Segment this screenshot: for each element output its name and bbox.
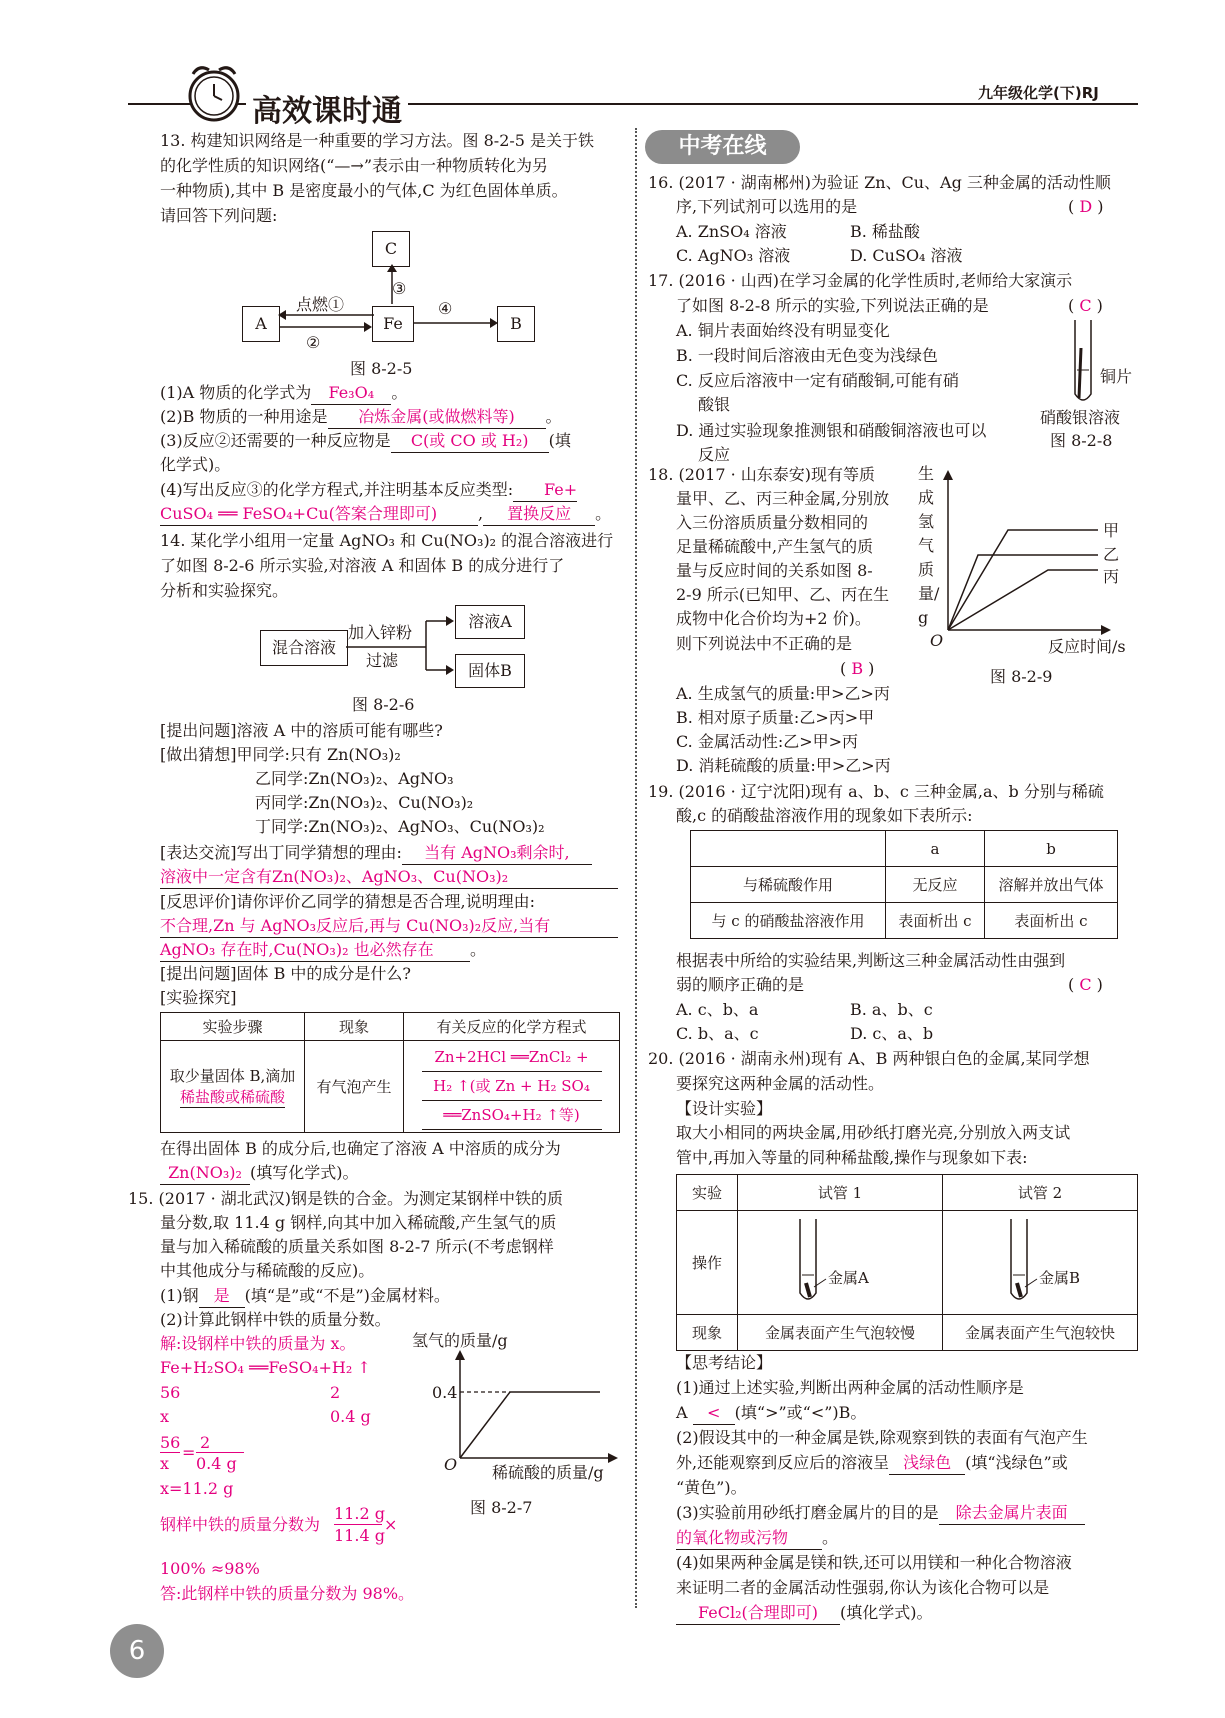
sol-2: 2 bbox=[330, 1383, 341, 1402]
column-divider bbox=[635, 128, 637, 1608]
q17-answer: ( C ) bbox=[1068, 296, 1103, 315]
box-solution-A: 溶液A bbox=[455, 605, 525, 639]
q17-option-C2: 酸银 bbox=[698, 395, 731, 414]
page-number: 6 bbox=[110, 1624, 164, 1678]
caption-8-2-8: 图 8-2-8 bbox=[1050, 431, 1113, 450]
sol-frac-56: 56 bbox=[160, 1433, 181, 1452]
q13-line2: 的化学性质的知识网络(“—→”表示由一种物质转化为另 bbox=[160, 156, 549, 175]
label-r4: ④ bbox=[438, 299, 453, 318]
q20-conclusion: 【思考结论】 bbox=[676, 1353, 773, 1372]
chart7-ytick: 0.4 bbox=[432, 1383, 458, 1402]
q18-line6: 2-9 所示(已知甲、乙、丙在生 bbox=[676, 585, 890, 604]
node-Fe: Fe bbox=[372, 306, 414, 342]
q20-th-tube1: 试管 1 bbox=[738, 1175, 943, 1211]
q18-line7: 成物中化合价均为+2 价)。 bbox=[676, 609, 871, 628]
chart9-plot bbox=[938, 470, 1118, 640]
q18-line3: 入三份溶质质量分数相同的 bbox=[676, 513, 869, 532]
q13-part2: (2)B 物质的一种用途是 冶炼金属(或做燃料等) 。 bbox=[160, 406, 562, 429]
q16-option-C: C. AgNO₃ 溶液 bbox=[676, 246, 791, 265]
q20-c4-line2: 来证明二者的金属活动性强弱,你认为该化合物可以是 bbox=[676, 1578, 1050, 1597]
q13-line3: 一种物质),其中 B 是密度最小的气体,C 为红色固体单质。 bbox=[160, 181, 568, 200]
cell-equation: Zn+2HCl ══ZnCl₂ + H₂ ↑(或 Zn + H₂ SO₄ ══ZnSO₄+H₂ ↑等) bbox=[404, 1041, 620, 1133]
chart9-xlabel: 反应时间/s bbox=[1048, 637, 1126, 656]
q19-answer: ( C ) bbox=[1068, 975, 1103, 994]
chart7-xlabel: 稀硫酸的质量/g bbox=[492, 1463, 604, 1482]
q19-line1: 19. (2016 · 辽宁沈阳)现有 a、b、c 三种金属,a、b 分别与稀硫 bbox=[648, 782, 1104, 801]
q20-c4-line3: FeCl₂(合理即可) (填化学式)。 bbox=[676, 1602, 933, 1625]
q19-cell-1-1: 无反应 bbox=[886, 867, 985, 903]
th-equation: 有关反应的化学方程式 bbox=[404, 1013, 620, 1041]
q18-answer: ( B ) bbox=[840, 659, 875, 678]
sol-den: 11.4 g bbox=[334, 1526, 385, 1545]
q20-th-exp: 实验 bbox=[677, 1175, 738, 1211]
fig8-label-solution: 硝酸银溶液 bbox=[1040, 408, 1121, 427]
q20-design: 【设计实验】 bbox=[676, 1099, 773, 1118]
q17-line1: 17. (2016 · 山西)在学习金属的化学性质时,老师给大家演示 bbox=[648, 271, 1073, 290]
q14-guess-ding: 丁同学:Zn(NO₃)₂、AgNO₃、Cu(NO₃)₂ bbox=[255, 817, 545, 836]
q14-reflect-ans1: 不合理,Zn 与 AgNO₃反应后,再与 Cu(NO₃)₂反应,当有 bbox=[160, 915, 618, 938]
diagram-branch bbox=[346, 600, 458, 690]
q17-option-C1: C. 反应后溶液中一定有硝酸铜,可能有硝 bbox=[676, 371, 959, 390]
q13-line1: 13. 构建知识网络是一种重要的学习方法。图 8-2-5 是关于铁 bbox=[160, 131, 595, 150]
sol-56: 56 bbox=[160, 1383, 181, 1402]
q19-line2: 酸,c 的硝酸盐溶液作用的现象如下表所示: bbox=[676, 806, 973, 825]
q19-cell-2-1: 表面析出 c bbox=[886, 903, 985, 939]
diagram-arrows bbox=[240, 228, 540, 348]
sol-times: × bbox=[384, 1515, 398, 1534]
chart9-ylabel: 生成氢气质量/g bbox=[918, 464, 940, 627]
q19-cell-0-1: a bbox=[886, 831, 985, 867]
sol-frac-x: x bbox=[160, 1452, 180, 1475]
q14-reflect-ans2: AgNO₃ 存在时,Cu(NO₃)₂ 也必然存在 。 bbox=[160, 939, 486, 962]
q20-line1: 20. (2016 · 湖南永州)现有 A、B 两种银白色的金属,某同学想 bbox=[648, 1049, 1090, 1068]
q19-option-C: C. b、a、c bbox=[676, 1024, 759, 1043]
q20-c2-line3: “黄色”)。 bbox=[676, 1478, 747, 1497]
q18-line5: 量与反应时间的关系如图 8- bbox=[676, 561, 873, 580]
q13-part4: (4)写出反应③的化学方程式,并注明基本反应类型: Fe+ bbox=[160, 479, 577, 502]
q20-phen-label: 现象 bbox=[677, 1315, 738, 1351]
section-tag: 中考在线 bbox=[645, 130, 800, 164]
label-r1: 点燃① bbox=[296, 295, 345, 314]
chart7-plot bbox=[440, 1350, 620, 1470]
q20-phen-tube2: 金属表面产生气泡较快 bbox=[943, 1315, 1138, 1351]
q19-option-B: B. a、b、c bbox=[850, 1000, 933, 1019]
box-solid-B: 固体B bbox=[455, 654, 525, 688]
q15-part1: (1)钢 是 (填“是”或“不是”)金属材料。 bbox=[160, 1285, 450, 1308]
clock-logo-icon bbox=[185, 60, 243, 124]
q14-final-answer: Zn(NO₃)₂ (填写化学式)。 bbox=[160, 1162, 359, 1185]
label-r3: ③ bbox=[392, 279, 407, 298]
q18-option-B: B. 相对原子质量:乙>丙>甲 bbox=[676, 708, 875, 727]
q16-line1: 16. (2017 · 湖南郴州)为验证 Zn、Cu、Ag 三种金属的活动性顺 bbox=[648, 173, 1111, 192]
sol-answer: 答:此钢样中铁的质量分数为 98%。 bbox=[160, 1584, 415, 1603]
q20-design-l2: 管中,再加入等量的同种稀盐酸,操作与现象如下表: bbox=[676, 1148, 1028, 1167]
q20-c4-line1: (4)如果两种金属是镁和铁,还可以用镁和一种化合物溶液 bbox=[676, 1553, 1072, 1572]
caption-8-2-7: 图 8-2-7 bbox=[470, 1498, 533, 1517]
header-subject: 九年级化学(下)RJ bbox=[978, 84, 1099, 102]
q14-final: 在得出固体 B 的成分后,也确定了溶液 A 中溶质的成分为 bbox=[160, 1139, 561, 1158]
test-tube-A-icon bbox=[788, 1217, 828, 1309]
q14-exchange-line2: 溶液中一定含有Zn(NO₃)₂、AgNO₃、Cu(NO₃)₂ bbox=[160, 866, 618, 889]
sol-num: 11.2 g bbox=[334, 1504, 385, 1523]
q17-option-D2: 反应 bbox=[698, 445, 731, 464]
sol-let: 解:设钢样中铁的质量为 x。 bbox=[160, 1334, 356, 1353]
label-filter: 过滤 bbox=[366, 651, 399, 670]
q19-cell-2-2: 表面析出 c bbox=[985, 903, 1118, 939]
sol-frac-2: 2 bbox=[200, 1433, 211, 1452]
q20-design-l1: 取大小相同的两块金属,用砂纸打磨光亮,分别放入两支试 bbox=[676, 1123, 1071, 1142]
cell-phenomenon: 有气泡产生 bbox=[305, 1041, 404, 1133]
q15-line4: 中其他成分与稀硫酸的反应)。 bbox=[160, 1261, 375, 1280]
q19-option-D: D. c、a、b bbox=[850, 1024, 934, 1043]
q14-explore: [实验探究] bbox=[160, 988, 237, 1007]
q20-c1-line2: A < (填“>”或“<”)B。 bbox=[676, 1402, 866, 1425]
q20-line2: 要探究这两种金属的活动性。 bbox=[676, 1074, 885, 1093]
header-title: 高效课时通 bbox=[246, 86, 408, 130]
q13-part4-line2: CuSO₄ ══ FeSO₄+Cu(答案合理即可) , 置换反应 。 bbox=[160, 503, 611, 526]
fig8-label-copper: 铜片 bbox=[1100, 367, 1133, 386]
q14-guess-yi: 乙同学:Zn(NO₃)₂、AgNO₃ bbox=[255, 769, 454, 788]
q20-op-label: 操作 bbox=[677, 1211, 738, 1315]
chart7-origin: O bbox=[444, 1455, 458, 1474]
q19-table bbox=[690, 830, 1118, 939]
label-r2: ② bbox=[306, 333, 321, 352]
q19-line3: 根据表中所给的实验结果,判断这三种金属活动性由强到 bbox=[676, 951, 1066, 970]
sol-equation: Fe+H₂SO₄ ══FeSO₄+H₂ ↑ bbox=[160, 1358, 371, 1377]
q16-option-D: D. CuSO₄ 溶液 bbox=[850, 246, 963, 265]
chart9-origin: O bbox=[930, 631, 944, 650]
box-mix: 混合溶液 bbox=[260, 630, 348, 666]
sol-result: x=11.2 g bbox=[160, 1479, 234, 1498]
test-tube-icon bbox=[1065, 318, 1105, 408]
node-C: C bbox=[372, 231, 410, 267]
q14-guess-bing: 丙同学:Zn(NO₃)₂、Cu(NO₃)₂ bbox=[255, 793, 474, 812]
q19-cell-0-2: b bbox=[985, 831, 1118, 867]
q15-line1: 15. (2017 · 湖北武汉)钢是铁的合金。为测定某钢样中铁的质 bbox=[128, 1189, 563, 1208]
tube-A-label: 金属A bbox=[828, 1269, 869, 1287]
q15-line3: 量与加入稀硫酸的质量关系如图 8-2-7 所示(不考虑钢样 bbox=[160, 1237, 554, 1256]
q14-line1: 14. 某化学小组用一定量 AgNO₃ 和 Cu(NO₃)₂ 的混合溶液进行 bbox=[160, 531, 614, 550]
chart9-series-bing: 丙 bbox=[1103, 567, 1120, 586]
q15-part2: (2)计算此钢样中铁的质量分数。 bbox=[160, 1310, 391, 1329]
q19-option-A: A. c、b、a bbox=[676, 1000, 759, 1019]
q16-option-B: B. 稀盐酸 bbox=[850, 222, 920, 241]
q20-c3-line1: (3)实验前用砂纸打磨金属片的目的是 除去金属片表面 bbox=[676, 1502, 1085, 1525]
th-step: 实验步骤 bbox=[161, 1013, 305, 1041]
q19-cell-0-0 bbox=[691, 831, 886, 867]
q18-line1: 18. (2017 · 山东泰安)现有等质 bbox=[648, 465, 875, 484]
q18-line8: 则下列说法中不正确的是 bbox=[676, 634, 853, 653]
sol-fraction-label: 钢样中铁的质量分数为 bbox=[160, 1515, 321, 1534]
cell-step: 取少量固体 B,滴加 稀盐酸或稀硫酸 bbox=[161, 1041, 305, 1133]
q20-c2-line2: 外,还能观察到反应后的溶液呈 浅绿色 (填“浅绿色”或 bbox=[676, 1452, 1068, 1475]
caption-8-2-5: 图 8-2-5 bbox=[350, 359, 413, 378]
q19-cell-2-0: 与 c 的硝酸盐溶液作用 bbox=[691, 903, 886, 939]
q14-ask2: [提出问题]固体 B 中的成分是什么? bbox=[160, 964, 411, 983]
q14-reflect: [反思评价]请你评价乙同学的猜想是否合理,说明理由: bbox=[160, 892, 535, 911]
q19-cell-1-0: 与稀硫酸作用 bbox=[691, 867, 886, 903]
q18-line4: 足量稀硫酸中,产生氢气的质 bbox=[676, 537, 874, 556]
sol-percent: 100% ≈98% bbox=[160, 1559, 260, 1578]
q18-line2: 量甲、乙、丙三种金属,分别放 bbox=[676, 489, 890, 508]
q16-answer: ( D ) bbox=[1068, 197, 1104, 216]
node-A: A bbox=[242, 306, 280, 342]
q13-part3: (3)反应②还需要的一种反应物是 C(或 CO 或 H₂) (填 bbox=[160, 430, 571, 453]
caption-8-2-9: 图 8-2-9 bbox=[990, 667, 1053, 686]
q18-option-D: D. 消耗硫酸的质量:甲>乙>丙 bbox=[676, 756, 891, 775]
label-add-zinc: 加入锌粉 bbox=[348, 623, 413, 642]
chart7-ylabel: 氢气的质量/g bbox=[412, 1331, 508, 1350]
q17-option-B: B. 一段时间后溶液由无色变为浅绿色 bbox=[676, 346, 938, 365]
sol-x: x bbox=[160, 1407, 170, 1426]
q16-line2: 序,下列试剂可以选用的是 bbox=[676, 197, 858, 216]
q15-line2: 量分数,取 11.4 g 钢样,向其中加入稀硫酸,产生氢气的质 bbox=[160, 1213, 557, 1232]
q17-option-D1: D. 通过实验现象推测银和硝酸铜溶液也可以 bbox=[676, 421, 987, 440]
q20-c1-line1: (1)通过上述实验,判断出两种金属的活动性顺序是 bbox=[676, 1378, 1024, 1397]
q14-experiment-table bbox=[160, 1012, 620, 1133]
q17-line2: 了如图 8-2-8 所示的实验,下列说法正确的是 bbox=[676, 296, 989, 315]
q20-phen-tube1: 金属表面产生气泡较慢 bbox=[738, 1315, 943, 1351]
q17-option-A: A. 铜片表面始终没有明显变化 bbox=[676, 321, 890, 340]
th-phenomenon: 现象 bbox=[305, 1013, 404, 1041]
q14-ask1: [提出问题]溶液 A 中的溶质可能有哪些? bbox=[160, 721, 443, 740]
q13-part3-line2: 化学式)。 bbox=[160, 455, 231, 474]
q20-th-tube2: 试管 2 bbox=[943, 1175, 1138, 1211]
q18-option-C: C. 金属活动性:乙>甲>丙 bbox=[676, 732, 859, 751]
chart9-series-jia: 甲 bbox=[1103, 521, 1120, 540]
q18-option-A: A. 生成氢气的质量:甲>乙>丙 bbox=[676, 684, 890, 703]
q14-line3: 分析和实验探究。 bbox=[160, 581, 289, 600]
test-tube-B-icon bbox=[999, 1217, 1039, 1309]
q13-part1: (1)A 物质的化学式为 Fe₃O₄ 。 bbox=[160, 382, 407, 405]
tube-B-label: 金属B bbox=[1039, 1269, 1081, 1287]
q20-op-tube1 bbox=[738, 1211, 943, 1315]
q20-c3-line2: 的氧化物或污物 。 bbox=[676, 1527, 838, 1550]
chart9-series-yi: 乙 bbox=[1103, 545, 1120, 564]
q20-c2-line1: (2)假设其中的一种金属是铁,除观察到铁的表面有气泡产生 bbox=[676, 1428, 1088, 1447]
q13-line4: 请回答下列问题: bbox=[160, 206, 278, 225]
q20-table bbox=[676, 1174, 1138, 1351]
q14-exchange: [表达交流]写出丁同学猜想的理由: 当有 AgNO₃剩余时, bbox=[160, 842, 592, 865]
caption-8-2-6: 图 8-2-6 bbox=[352, 695, 415, 714]
sol-0.4g: 0.4 g bbox=[330, 1407, 371, 1426]
q16-option-A: A. ZnSO₄ 溶液 bbox=[676, 222, 787, 241]
node-B: B bbox=[497, 306, 535, 342]
q14-guess-jia: [做出猜想]甲同学:只有 Zn(NO₃)₂ bbox=[160, 745, 401, 764]
q19-line4: 弱的顺序正确的是 bbox=[676, 975, 805, 994]
sol-frac-0.4g: 0.4 g bbox=[196, 1452, 244, 1475]
q20-op-tube2 bbox=[943, 1211, 1138, 1315]
q14-line2: 了如图 8-2-6 所示实验,对溶液 A 和固体 B 的成分进行了 bbox=[160, 556, 565, 575]
q19-cell-1-2: 溶解并放出气体 bbox=[985, 867, 1118, 903]
sol-eq-sign: = bbox=[182, 1443, 196, 1462]
